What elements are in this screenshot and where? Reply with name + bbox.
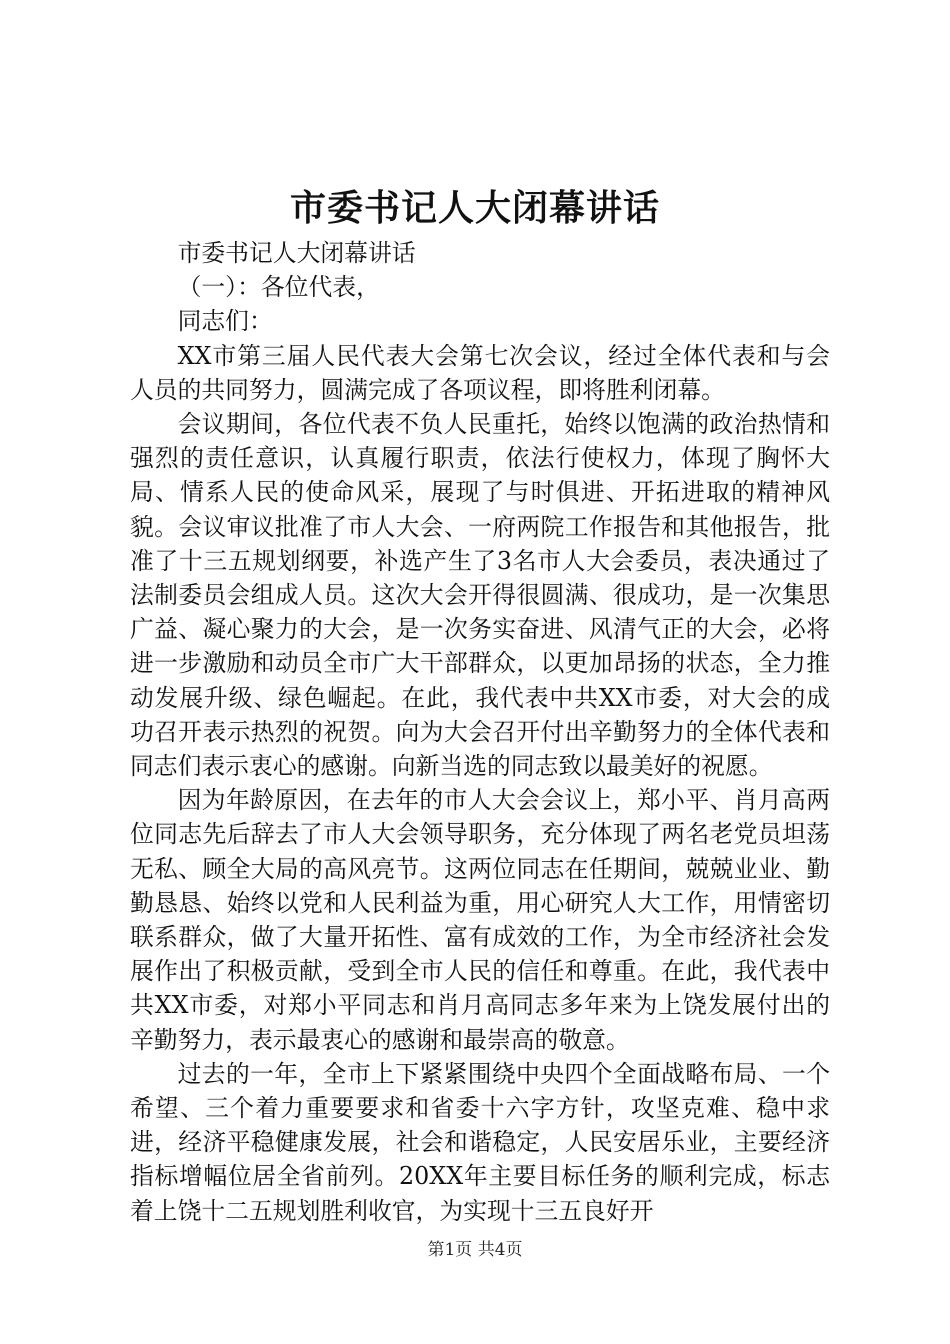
paragraph-opening: XX市第三届人民代表大会第七次会议，经过全体代表和与会人员的共同努力，圆满完成了各项议程，即将胜利闭幕。 (130, 341, 830, 404)
page-number-footer: 第1页 共4页 (427, 1240, 523, 1260)
paragraph-salutation: （一）：各位代表， (177, 273, 380, 302)
document-title: 市委书记人大闭幕讲话 (289, 187, 660, 229)
paragraph-past-year: 过去的一年，全市上下紧紧围绕中央四个全面战略布局、一个希望、三个着力重要要求和省委十六字方针，攻坚克难、稳中求进，经济平稳健康发展，社会和谐稳定，人民安居乐业，主要经济指标增幅位居全省前列。20XX年主要目标任务的顺利完成，标志着上饶十二五规划胜利收官，为实现十三五良好开 (130, 1059, 830, 1225)
paragraph-salutation-2: 同志们： (177, 307, 273, 336)
paragraph-subtitle: 市委书记人大闭幕讲话 (177, 239, 416, 267)
paragraph-meeting: 会议期间，各位代表不负人民重托，始终以饱满的政治热情和强烈的责任意识，认真履行职责，依法行使权力，体现了胸怀大局、情系人民的使命风采，展现了与时俱进、开拓进取的精神风貌。会议审议批准了市人大会、一府两院工作报告和其他报告，批准了十三五规划纲要，补选产生了3名市人大会委员，表决通过了法制委员会组成人员。这次大会开得很圆满、很成功，是一次集思广益、凝心聚力的大会，是一次务实奋进、风清气正的大会，必将进一步激励和动员全市广大干部群众，以更加昂扬的状态，全力推动发展升级、绿色崛起。在此，我代表中共XX市委，对大会的成功召开表示热烈的祝贺。向为大会召开付出辛勤努力的全体代表和同志们表示衷心的感谢。向新当选的同志致以最美好的祝愿。 (130, 410, 830, 781)
paragraph-retirement: 因为年龄原因，在去年的市人大会会议上，郑小平、肖月高两位同志先后辞去了市人大会领导职务，充分体现了两名老党员坦荡无私、顾全大局的高风亮节。这两位同志在任期间，兢兢业业、勤勤恳恳、始终以党和人民利益为重，用心研究人大工作，用情密切联系群众，做了大量开拓性、富有成效的工作，为全市经济社会发展作出了积极贡献，受到全市人民的信任和尊重。在此，我代表中共XX市委，对郑小平同志和肖月高同志多年来为上饶发展付出的辛勤努力，表示最衷心的感谢和最崇高的敬意。 (130, 786, 830, 1054)
document-body (130, 236, 830, 1228)
